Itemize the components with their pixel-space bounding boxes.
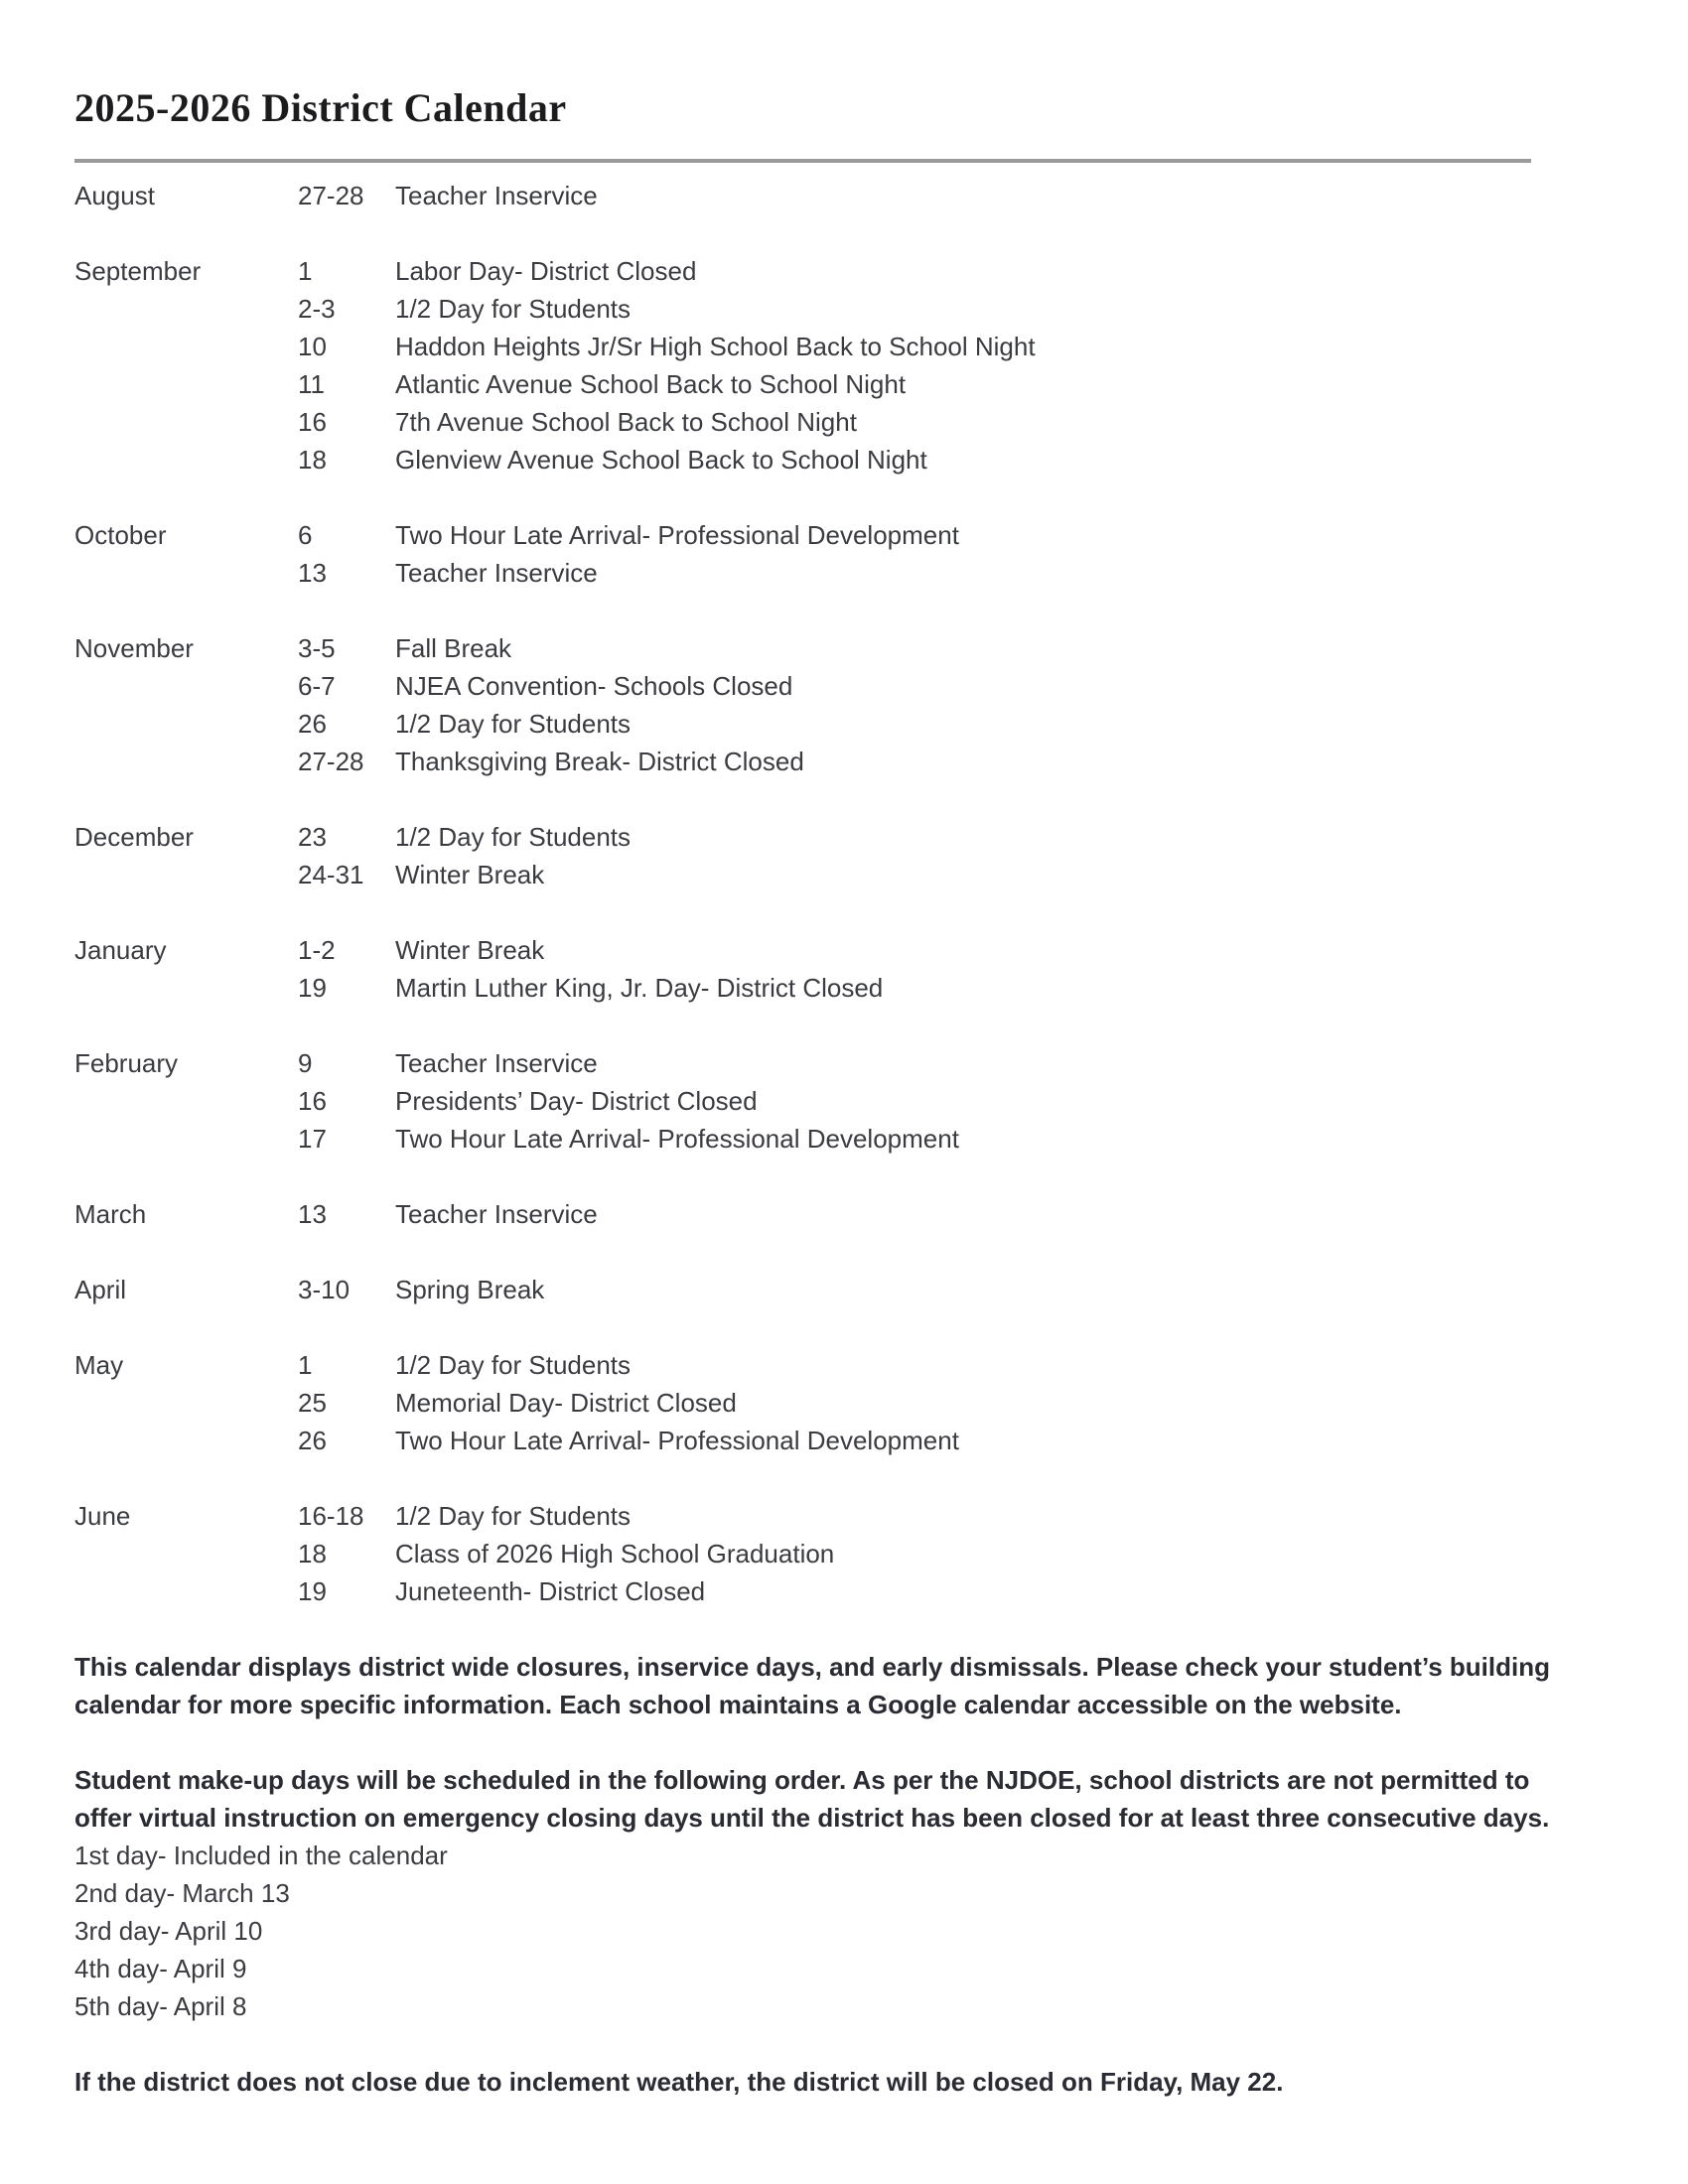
calendar-row <box>74 177 1633 214</box>
event-cell: Juneteenth- District Closed <box>395 1576 706 1606</box>
month-block <box>74 1497 1633 1610</box>
event-cell: Fall Break <box>395 633 512 663</box>
event-cell: 1/2 Day for Students <box>395 1350 632 1380</box>
date-cell: 19 <box>298 1576 327 1606</box>
month-cell <box>74 743 298 780</box>
date-cell: 11 <box>298 369 325 399</box>
event-cell: Teacher Inservice <box>395 1048 598 1078</box>
date-cell: 27-28 <box>298 747 364 776</box>
calendar-row <box>74 705 1633 743</box>
calendar-row <box>74 1346 1633 1384</box>
event-cell: Teacher Inservice <box>395 181 598 210</box>
event-cell: Teacher Inservice <box>395 1199 598 1229</box>
month-cell: March <box>74 1199 147 1229</box>
calendar-row <box>74 743 1633 780</box>
calendar-row <box>74 931 1633 969</box>
date-cell: 18 <box>298 1539 327 1569</box>
month-block <box>74 1346 1633 1459</box>
month-cell: January <box>74 935 167 965</box>
date-cell: 6 <box>298 520 313 550</box>
event-cell: Winter Break <box>395 860 545 889</box>
month-cell: May <box>74 1350 124 1380</box>
calendar-row <box>74 554 1633 592</box>
event-cell: Winter Break <box>395 935 545 965</box>
date-cell: 17 <box>298 1124 327 1154</box>
month-block <box>74 629 1633 780</box>
event-cell: Atlantic Avenue School Back to School Night <box>395 369 907 399</box>
event-cell: 1/2 Day for Students <box>395 294 632 324</box>
calendar-row <box>74 516 1633 554</box>
calendar-row <box>74 1082 1633 1120</box>
date-cell: 23 <box>298 822 327 852</box>
makeup-intro-note: Student make-up days will be scheduled in the following order. As per the NJDOE, school districts are not permitted to offer virtual instruction on emergency closing days until the district has been closed for at least three consecutive days. <box>74 1765 1550 1833</box>
date-cell: 10 <box>298 332 327 361</box>
month-block <box>74 1271 1633 1308</box>
month-cell <box>74 969 298 1007</box>
date-cell: 18 <box>298 445 327 475</box>
date-cell: 26 <box>298 709 327 739</box>
calendar-row <box>74 1535 1633 1572</box>
date-cell: 27-28 <box>298 181 364 210</box>
month-block <box>74 516 1633 592</box>
calendar-row <box>74 1044 1633 1082</box>
month-cell <box>74 1384 298 1422</box>
date-cell: 19 <box>298 973 327 1003</box>
event-cell: NJEA Convention- Schools Closed <box>395 671 793 701</box>
calendar-row <box>74 328 1633 365</box>
month-cell: November <box>74 633 194 663</box>
month-cell <box>74 441 298 478</box>
page-title: 2025-2026 District Calendar <box>74 85 567 130</box>
calendar-row <box>74 252 1633 290</box>
date-cell: 26 <box>298 1426 327 1455</box>
date-cell: 9 <box>298 1048 313 1078</box>
building-calendar-note: This calendar displays district wide closures, inservice days, and early dismissals. Please check your student’s building calendar for more specific information. Each school maintains a Google calendar accessible on the website. <box>74 1652 1550 1719</box>
month-cell <box>74 705 298 743</box>
date-cell: 1 <box>298 256 313 286</box>
makeup-days-list <box>74 1837 1554 2025</box>
month-block <box>74 1195 1633 1233</box>
month-cell <box>74 290 298 328</box>
event-cell: Haddon Heights Jr/Sr High School Back to School Night <box>395 332 1036 361</box>
title-divider <box>74 159 1531 163</box>
calendar-row <box>74 1195 1633 1233</box>
event-cell: Two Hour Late Arrival- Professional Development <box>395 1426 959 1455</box>
calendar-row <box>74 290 1633 328</box>
month-block <box>74 1044 1633 1158</box>
month-cell <box>74 1422 298 1459</box>
event-cell: Teacher Inservice <box>395 558 598 588</box>
date-cell: 1 <box>298 1350 313 1380</box>
month-cell: April <box>74 1275 127 1304</box>
month-cell <box>74 328 298 365</box>
calendar-row <box>74 667 1633 705</box>
event-cell: Two Hour Late Arrival- Professional Development <box>395 1124 959 1154</box>
event-cell: Martin Luther King, Jr. Day- District Closed <box>395 973 884 1003</box>
event-cell: Thanksgiving Break- District Closed <box>395 747 804 776</box>
date-cell: 3-10 <box>298 1275 351 1304</box>
event-cell: 1/2 Day for Students <box>395 709 632 739</box>
makeup-day-item: 5th day- April 8 <box>74 1991 247 2021</box>
calendar-list <box>74 177 1633 1610</box>
date-cell: 16 <box>298 407 327 437</box>
date-cell: 16 <box>298 1086 327 1116</box>
date-cell: 2-3 <box>298 294 336 324</box>
calendar-row <box>74 1271 1633 1308</box>
makeup-day-item: 3rd day- April 10 <box>74 1916 263 1946</box>
event-cell: Class of 2026 High School Graduation <box>395 1539 835 1569</box>
calendar-row <box>74 403 1633 441</box>
month-block <box>74 252 1633 478</box>
event-cell: 1/2 Day for Students <box>395 822 632 852</box>
date-cell: 24-31 <box>298 860 364 889</box>
date-cell: 25 <box>298 1388 327 1418</box>
month-cell <box>74 1572 298 1610</box>
calendar-row <box>74 969 1633 1007</box>
date-cell: 13 <box>298 558 327 588</box>
month-cell <box>74 554 298 592</box>
month-cell: February <box>74 1048 179 1078</box>
month-cell <box>74 403 298 441</box>
date-cell: 6-7 <box>298 671 336 701</box>
calendar-row <box>74 1572 1633 1610</box>
calendar-row <box>74 1384 1633 1422</box>
month-cell: October <box>74 520 167 550</box>
month-cell: August <box>74 181 155 210</box>
month-block <box>74 931 1633 1007</box>
date-cell: 3-5 <box>298 633 336 663</box>
makeup-day-item: 2nd day- March 13 <box>74 1878 290 1908</box>
date-cell: 16-18 <box>298 1501 364 1531</box>
month-cell <box>74 1120 298 1158</box>
event-cell: Presidents’ Day- District Closed <box>395 1086 758 1116</box>
calendar-row <box>74 1120 1633 1158</box>
event-cell: Labor Day- District Closed <box>395 256 697 286</box>
makeup-day-item: 1st day- Included in the calendar <box>74 1841 448 1870</box>
event-cell: 7th Avenue School Back to School Night <box>395 407 857 437</box>
calendar-row <box>74 1497 1633 1535</box>
calendar-row <box>74 856 1633 893</box>
calendar-row <box>74 365 1633 403</box>
date-cell: 1-2 <box>298 935 336 965</box>
event-cell: Two Hour Late Arrival- Professional Development <box>395 520 959 550</box>
month-cell: December <box>74 822 194 852</box>
makeup-day-item: 4th day- April 9 <box>74 1954 247 1983</box>
month-cell <box>74 856 298 893</box>
month-cell: June <box>74 1501 131 1531</box>
month-cell <box>74 365 298 403</box>
calendar-row <box>74 1422 1633 1459</box>
month-cell: September <box>74 256 202 286</box>
event-cell: Glenview Avenue School Back to School Night <box>395 445 927 475</box>
month-cell <box>74 667 298 705</box>
event-cell: Memorial Day- District Closed <box>395 1388 737 1418</box>
calendar-row <box>74 441 1633 478</box>
event-cell: Spring Break <box>395 1275 545 1304</box>
event-cell: 1/2 Day for Students <box>395 1501 632 1531</box>
inclement-weather-note: If the district does not close due to inclement weather, the district will be closed on Friday, May 22. <box>74 2067 1284 2097</box>
month-cell <box>74 1535 298 1572</box>
month-block <box>74 818 1633 893</box>
notes-section <box>74 1648 1554 2101</box>
calendar-row <box>74 818 1633 856</box>
calendar-row <box>74 629 1633 667</box>
month-block <box>74 177 1633 214</box>
month-cell <box>74 1082 298 1120</box>
date-cell: 13 <box>298 1199 327 1229</box>
